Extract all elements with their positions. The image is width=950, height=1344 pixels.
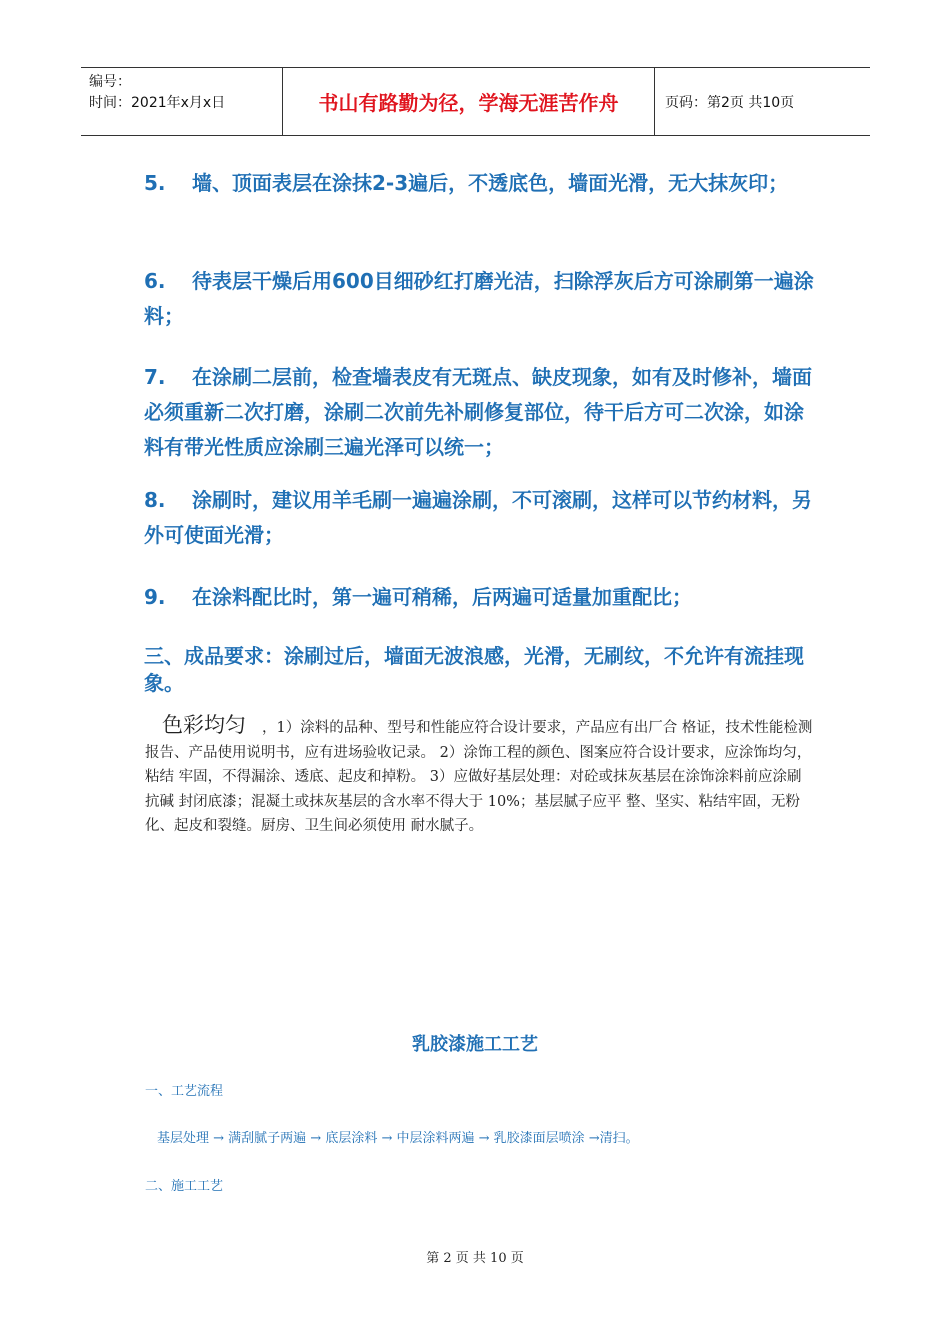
paragraph-lead: 色彩均匀 xyxy=(162,713,246,737)
document-number-label: 编号： xyxy=(89,74,131,90)
section-finished-requirements: 三、成品要求：涂刷过后，墙面无波浪感，光滑，无刷纹，不允许有流挂现象。 xyxy=(144,644,804,695)
document-date-label: 时间：2021年x月x日 xyxy=(89,95,226,111)
section-heading-construction: 二、施工工艺 xyxy=(145,1179,224,1194)
header-page-indicator: 页码：第2页 共10页 xyxy=(665,94,795,111)
body-paragraph xyxy=(145,713,813,839)
step-text: 在涂料配比时，第一遍可稍稀，后两遍可适量加重配比； xyxy=(192,585,692,609)
page-footer: 第 2 页 共 10 页 xyxy=(426,1251,524,1266)
process-flow: 基层处理 → 满刮腻子两遍 → 底层涂料 → 中层涂料两遍 → 乳胶漆面层喷涂 →清扫。 xyxy=(157,1131,639,1146)
step-item xyxy=(144,360,814,465)
step-number: 6. xyxy=(144,269,166,293)
page-header xyxy=(81,67,870,136)
step-item xyxy=(144,483,814,553)
step-number: 9. xyxy=(144,585,166,609)
step-text: 待表层干燥后用600目细砂红打磨光洁，扫除浮灰后方可涂刷第一遍涂料； xyxy=(144,269,814,328)
header-meta xyxy=(81,68,282,135)
step-number: 7. xyxy=(144,365,166,389)
step-text: 墙、顶面表层在涂抹2-3遍后，不透底色，墙面光滑，无大抹灰印； xyxy=(192,171,789,195)
step-number: 8. xyxy=(144,488,166,512)
step-item xyxy=(144,580,814,615)
document-title: 乳胶漆施工工艺 xyxy=(412,1034,538,1055)
step-number: 5. xyxy=(144,171,166,195)
header-motto: 书山有路勤为径，学海无涯苦作舟 xyxy=(282,68,655,135)
step-text: 涂刷时，建议用羊毛刷一遍遍涂刷，不可滚刷，这样可以节约材料，另外可使面光滑； xyxy=(144,488,812,547)
section-heading-process: 一、工艺流程 xyxy=(145,1084,224,1099)
step-text: 在涂刷二层前，检查墙表皮有无斑点、缺皮现象，如有及时修补，墙面必须重新二次打磨，涂刷二次前先补刷修复部位，待干后方可二次涂，如涂料有带光性质应涂刷三遍光泽可以统一； xyxy=(144,365,812,459)
step-item xyxy=(144,166,814,201)
paragraph-text: ，1）涂料的品种、型号和性能应符合设计要求，产品应有出厂合 格证，技术性能检测报告、产品使用说明书，应有进场验收记录。 2）涂饰工程的颜色、图案应符合设计要求，应涂饰均匀，粘结 牢固，不得漏涂、透底、起皮和掉粉。 3）应做好基层处理：对砼或抹灰基层在涂饰涂料前应涂刷抗碱 封闭底漆；混凝土或抹灰基层的含水率不得大于 10%；基层腻子应平 整、坚实、粘结牢固，无粉化、起皮和裂缝。厨房、卫生间必须使用 耐水腻子。 xyxy=(145,720,813,834)
step-item xyxy=(144,264,814,334)
